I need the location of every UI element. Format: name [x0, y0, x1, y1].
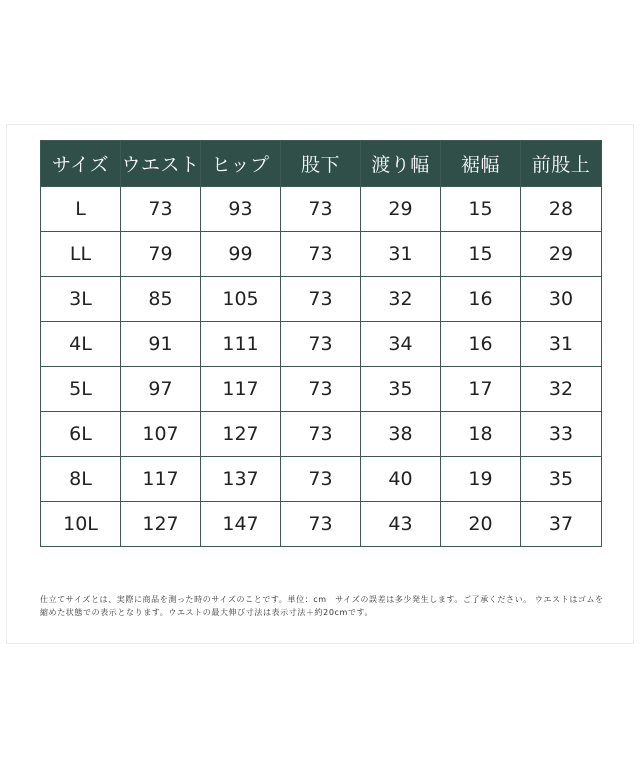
table-cell: 6L	[41, 412, 121, 457]
header-waist: ウエスト	[121, 141, 201, 187]
table-row	[41, 412, 602, 457]
table-cell: 16	[441, 277, 521, 322]
table-cell: 137	[201, 457, 281, 502]
table-cell: 117	[121, 457, 201, 502]
table-cell: 31	[521, 322, 602, 367]
table-cell: 117	[201, 367, 281, 412]
table-cell: 38	[361, 412, 441, 457]
table-cell: 73	[281, 187, 361, 232]
table-cell: 85	[121, 277, 201, 322]
table-cell: 10L	[41, 502, 121, 547]
table-cell: 111	[201, 322, 281, 367]
header-hip: ヒップ	[201, 141, 281, 187]
table-cell: 93	[201, 187, 281, 232]
table-row	[41, 502, 602, 547]
header-front-rise: 前股上	[521, 141, 602, 187]
table-cell: 43	[361, 502, 441, 547]
table-row	[41, 187, 602, 232]
table-cell: 16	[441, 322, 521, 367]
size-table	[40, 140, 602, 547]
table-cell: 32	[521, 367, 602, 412]
table-cell: 107	[121, 412, 201, 457]
size-note: 仕立てサイズとは、実際に商品を測った時のサイズのことです。単位：cm サイズの誤差は多少発生します。ご了承ください。 ウエストはゴムを縮めた状態での表示となります。ウエストの最大伸び寸法は表示寸法＋約20cmです。	[40, 595, 604, 617]
header-inseam: 股下	[281, 141, 361, 187]
table-cell: 4L	[41, 322, 121, 367]
table-cell: 33	[521, 412, 602, 457]
table-cell: 37	[521, 502, 602, 547]
table-cell: 18	[441, 412, 521, 457]
table-cell: 73	[281, 322, 361, 367]
table-cell: L	[41, 187, 121, 232]
table-cell: 3L	[41, 277, 121, 322]
table-cell: 29	[361, 187, 441, 232]
table-cell: 5L	[41, 367, 121, 412]
table-cell: 40	[361, 457, 441, 502]
table-cell: 17	[441, 367, 521, 412]
table-cell: 73	[281, 232, 361, 277]
table-cell: 35	[361, 367, 441, 412]
table-cell: 127	[201, 412, 281, 457]
table-cell: 99	[201, 232, 281, 277]
table-cell: LL	[41, 232, 121, 277]
header-size: サイズ	[41, 141, 121, 187]
table-cell: 147	[201, 502, 281, 547]
table-cell: 105	[201, 277, 281, 322]
table-cell: 97	[121, 367, 201, 412]
table-cell: 30	[521, 277, 602, 322]
table-row	[41, 367, 602, 412]
table-row	[41, 457, 602, 502]
table-cell: 15	[441, 232, 521, 277]
table-cell: 79	[121, 232, 201, 277]
table-cell: 15	[441, 187, 521, 232]
table-cell: 127	[121, 502, 201, 547]
table-cell: 34	[361, 322, 441, 367]
table-cell: 19	[441, 457, 521, 502]
table-cell: 73	[281, 412, 361, 457]
table-row	[41, 322, 602, 367]
table-cell: 20	[441, 502, 521, 547]
table-row	[41, 232, 602, 277]
table-cell: 32	[361, 277, 441, 322]
table-header-row	[41, 141, 602, 187]
table-cell: 73	[281, 502, 361, 547]
header-hem-width: 裾幅	[441, 141, 521, 187]
table-cell: 31	[361, 232, 441, 277]
header-thigh-width: 渡り幅	[361, 141, 441, 187]
table-cell: 73	[281, 277, 361, 322]
table-cell: 91	[121, 322, 201, 367]
table-cell: 73	[281, 367, 361, 412]
table-cell: 29	[521, 232, 602, 277]
table-cell: 28	[521, 187, 602, 232]
table-row	[41, 277, 602, 322]
table-cell: 73	[121, 187, 201, 232]
table-cell: 8L	[41, 457, 121, 502]
table-cell: 73	[281, 457, 361, 502]
table-cell: 35	[521, 457, 602, 502]
